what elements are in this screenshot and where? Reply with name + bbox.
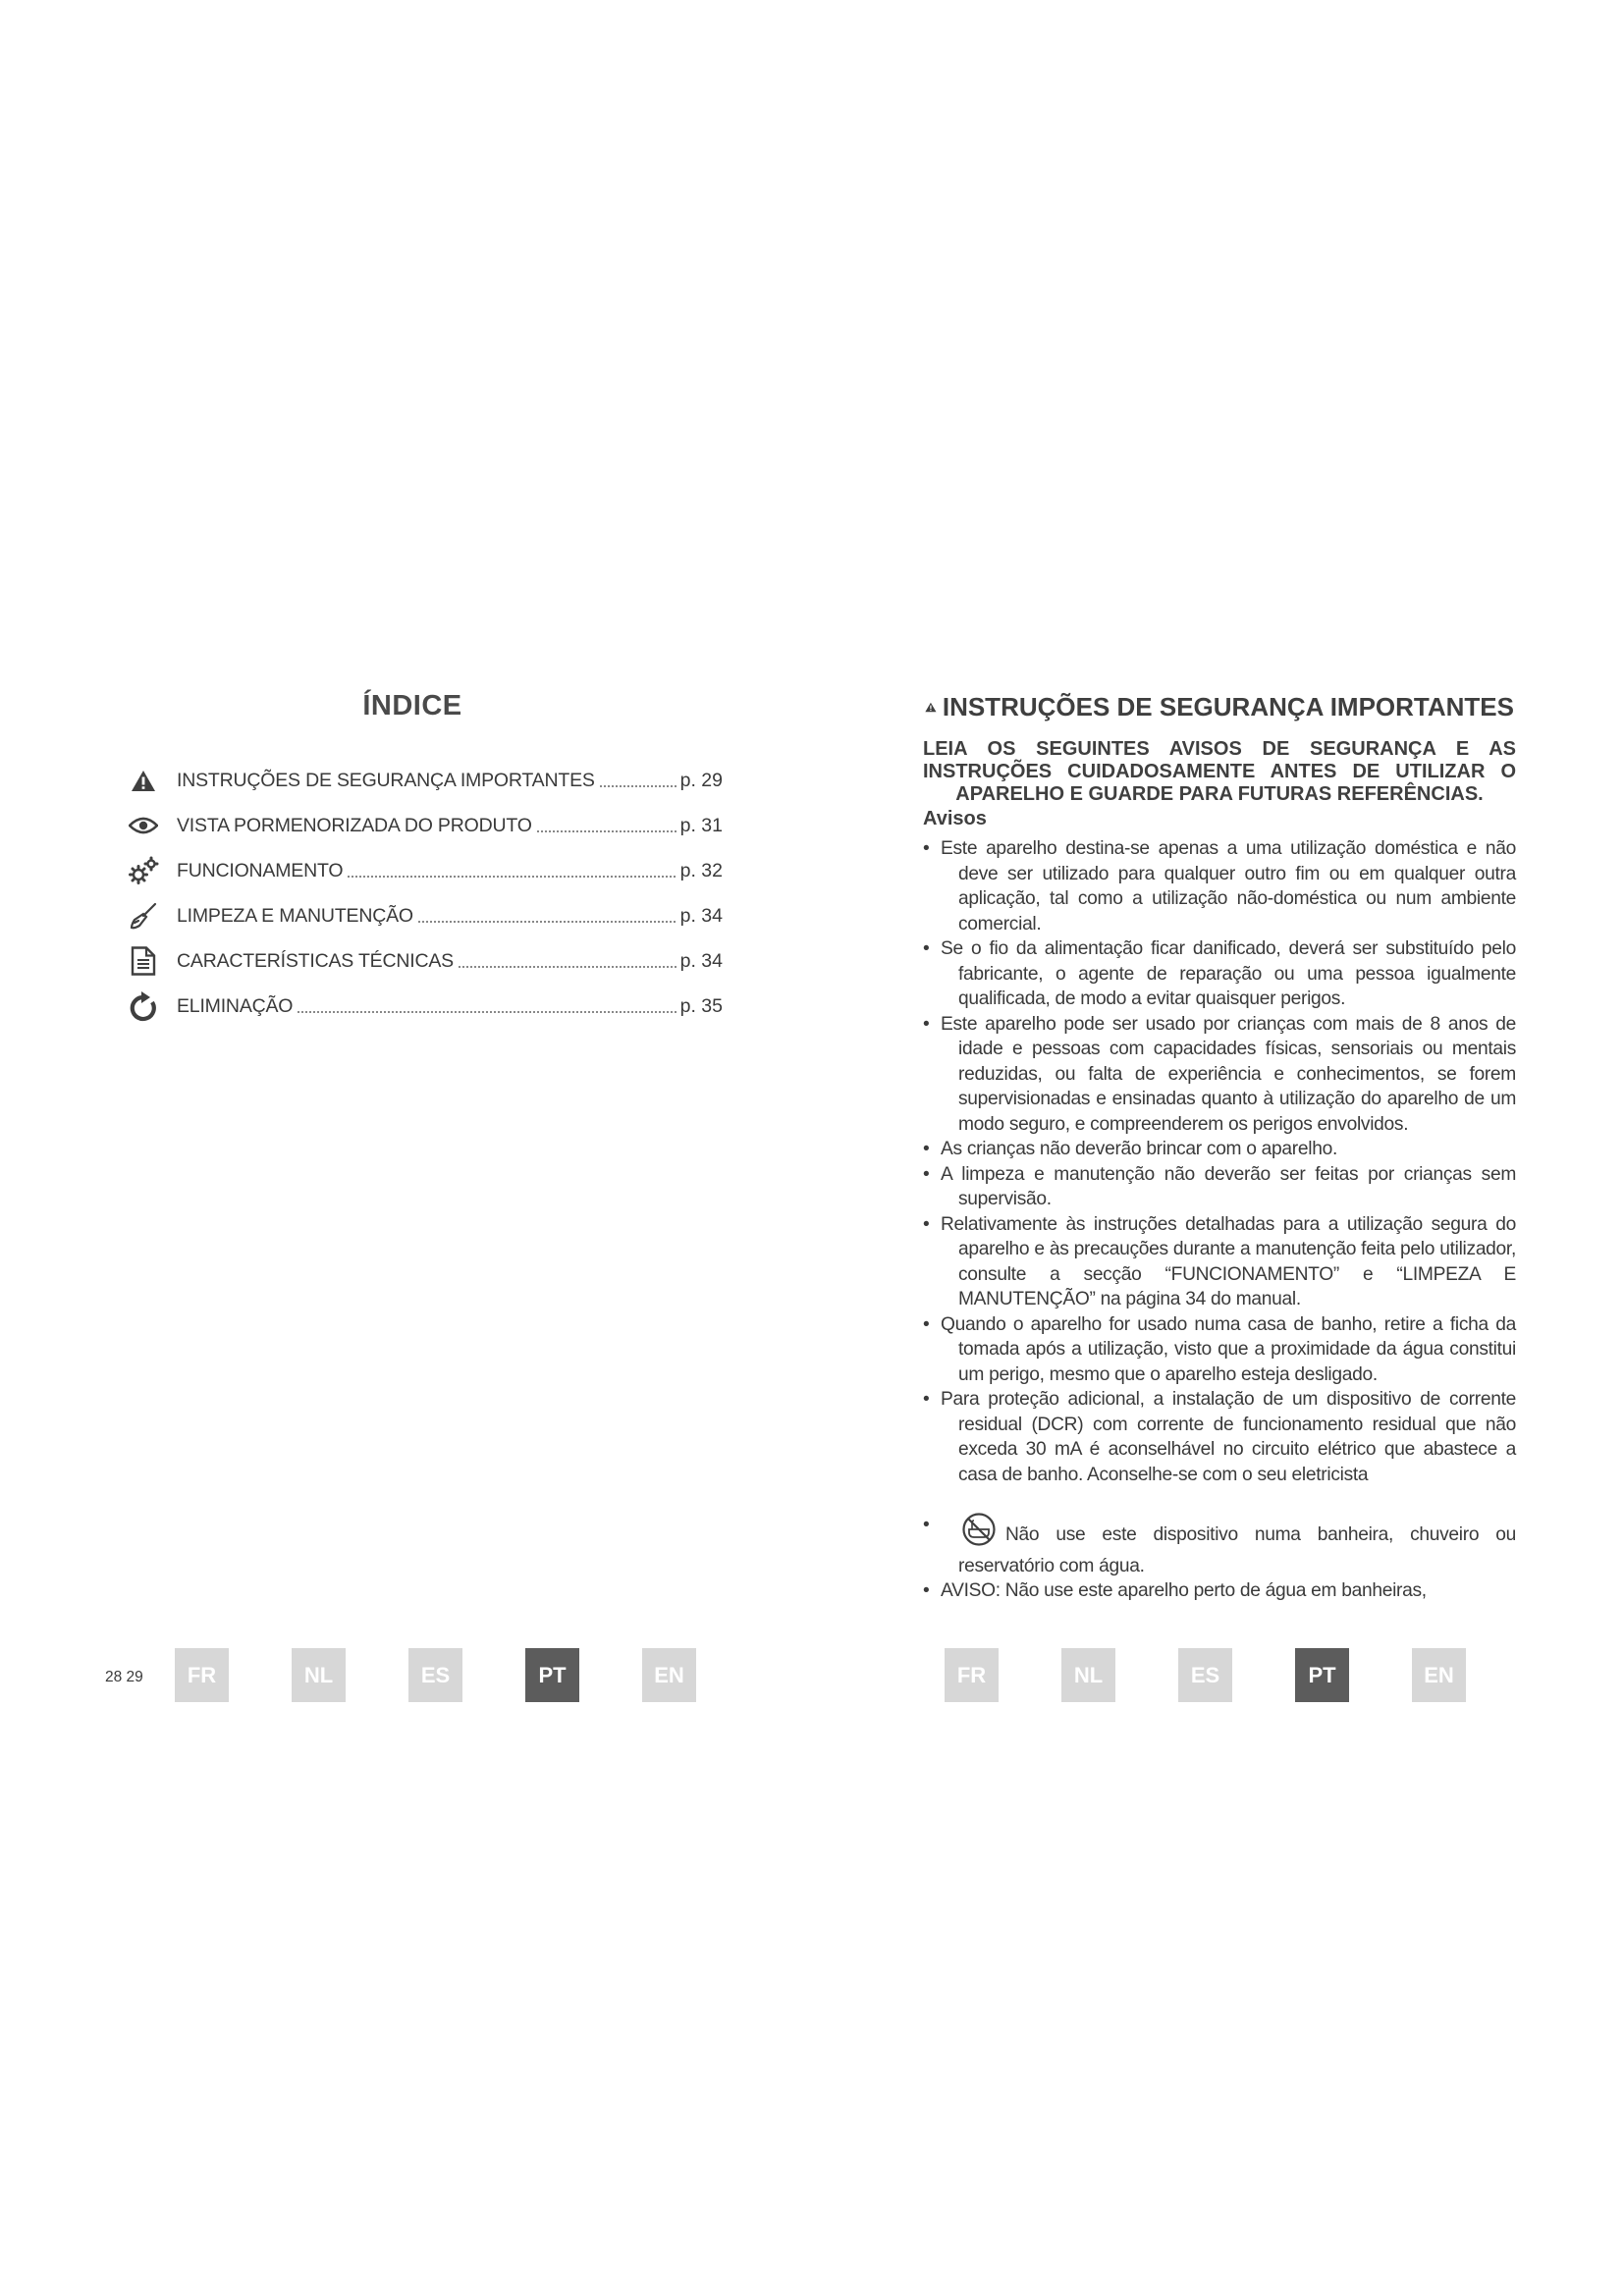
eye-icon bbox=[124, 808, 163, 843]
tab-lang-fr[interactable]: FR bbox=[175, 1648, 229, 1702]
toc-page: p. 34 bbox=[679, 904, 723, 927]
tab-lang-en[interactable]: EN bbox=[642, 1648, 696, 1702]
list-item: • A limpeza e manutenção não deverão ser feitas por crianças sem supervisão. bbox=[923, 1162, 1516, 1212]
warnings-heading: Avisos bbox=[923, 808, 987, 829]
tab-lang-es[interactable]: ES bbox=[1178, 1648, 1232, 1702]
list-item: • Este aparelho pode ser usado por crianças com mais de 8 anos de idade e pessoas com capacidades físicas, sensoriais ou mentais reduzidas, ou falta de experiência e conhecimentos, se forem supervisionadas e ensinadas quanto à utilização do aparelho de um modo seguro, e compreenderem os perigos envolvidos. bbox=[923, 1012, 1516, 1138]
tab-lang-pt[interactable]: PT bbox=[525, 1648, 579, 1702]
toc-item-specs[interactable] bbox=[124, 938, 723, 984]
toc-label: FUNCIONAMENTO bbox=[177, 859, 344, 881]
tab-lang-es[interactable]: ES bbox=[408, 1648, 462, 1702]
warning-icon bbox=[925, 693, 937, 721]
toc-leader bbox=[536, 830, 677, 832]
no-bathtub-icon bbox=[960, 1513, 998, 1554]
document-icon bbox=[124, 943, 163, 979]
toc-label: LIMPEZA E MANUTENÇÃO bbox=[177, 904, 413, 927]
toc-page: p. 35 bbox=[679, 994, 723, 1017]
toc-page: p. 29 bbox=[679, 769, 723, 791]
list-item: • Este aparelho destina-se apenas a uma utilização doméstica e não deve ser utilizado para qualquer outro fim ou em qualquer outra aplicação, tal como a utilização não-doméstica ou num ambiente comercial. bbox=[923, 836, 1516, 936]
right-page bbox=[812, 0, 1624, 2296]
toc-leader bbox=[297, 1011, 676, 1013]
section-title-text: INSTRUÇÕES DE SEGURANÇA IMPORTANTES bbox=[942, 692, 1514, 721]
bath-warning-text: Não use este dispositivo numa banheira, chuveiro ou reservatório com água. bbox=[958, 1524, 1516, 1576]
list-item: • Para proteção adicional, a instalação de um dispositivo de corrente residual (DCR) com corrente de funcionamento residual que não exceda 30 mA é aconselhável no circuito elétrico que abastece a casa de banho. Aconselhe-se com o seu eletricista bbox=[923, 1387, 1516, 1487]
gears-icon bbox=[124, 853, 163, 888]
toc-label: VISTA PORMENORIZADA DO PRODUTO bbox=[177, 814, 532, 836]
tab-lang-nl[interactable]: NL bbox=[1061, 1648, 1115, 1702]
toc-leader bbox=[458, 966, 677, 968]
tab-lang-en[interactable]: EN bbox=[1412, 1648, 1466, 1702]
list-item: • Quando o aparelho for usado numa casa de banho, retire a ficha da tomada após a utilização, visto que a proximidade da água constitui um perigo, mesmo que o aparelho esteja desligado. bbox=[923, 1312, 1516, 1388]
page-numbers: 28 29 bbox=[105, 1669, 143, 1685]
toc-item-cleaning[interactable] bbox=[124, 893, 723, 938]
toc-leader bbox=[347, 876, 676, 878]
brush-icon bbox=[124, 898, 163, 934]
list-item: • As crianças não deverão brincar com o aparelho. bbox=[923, 1137, 1516, 1162]
toc-leader bbox=[417, 921, 677, 923]
toc-leader bbox=[599, 785, 677, 787]
intro-warning: LEIA OS SEGUINTES AVISOS DE SEGURANÇA E AS INSTRUÇÕES CUIDADOSAMENTE ANTES DE UTILIZAR O APARELHO E GUARDE PARA FUTURAS REFERÊNCIAS. bbox=[923, 738, 1516, 805]
toc-item-operation[interactable] bbox=[124, 848, 723, 893]
list-item: • AVISO: Não use este aparelho perto de água em banheiras, bbox=[923, 1578, 1516, 1604]
toc-item-safety[interactable] bbox=[124, 758, 723, 803]
recycle-icon bbox=[124, 988, 163, 1024]
toc-item-disposal[interactable] bbox=[124, 984, 723, 1029]
tab-lang-nl[interactable]: NL bbox=[292, 1648, 346, 1702]
toc-page: p. 31 bbox=[679, 814, 723, 836]
tab-lang-pt[interactable]: PT bbox=[1295, 1648, 1349, 1702]
toc-title: ÍNDICE bbox=[362, 690, 462, 721]
toc-page: p. 32 bbox=[679, 859, 723, 881]
table-of-contents bbox=[124, 758, 723, 1029]
toc-label: CARACTERÍSTICAS TÉCNICAS bbox=[177, 949, 454, 972]
warnings-list bbox=[923, 836, 1516, 1604]
list-item-bath-warning bbox=[923, 1513, 1516, 1578]
section-title bbox=[925, 692, 1514, 722]
tab-lang-fr[interactable]: FR bbox=[945, 1648, 999, 1702]
toc-item-product-view[interactable] bbox=[124, 803, 723, 848]
toc-page: p. 34 bbox=[679, 949, 723, 972]
toc-label: ELIMINAÇÃO bbox=[177, 994, 294, 1017]
warning-icon bbox=[124, 763, 163, 798]
list-item: • Se o fio da alimentação ficar danificado, deverá ser substituído pelo fabricante, o agente de reparação ou uma pessoa igualmente qualificada, de modo a evitar quaisquer perigos. bbox=[923, 936, 1516, 1012]
list-item: • Relativamente às instruções detalhadas para a utilização segura do aparelho e às precauções durante a manutenção feita pelo utilizador, consulte a secção “FUNCIONAMENTO” e “LIMPEZA E MANUTENÇÃO” na página 34 do manual. bbox=[923, 1212, 1516, 1312]
toc-label: INSTRUÇÕES DE SEGURANÇA IMPORTANTES bbox=[177, 769, 595, 791]
